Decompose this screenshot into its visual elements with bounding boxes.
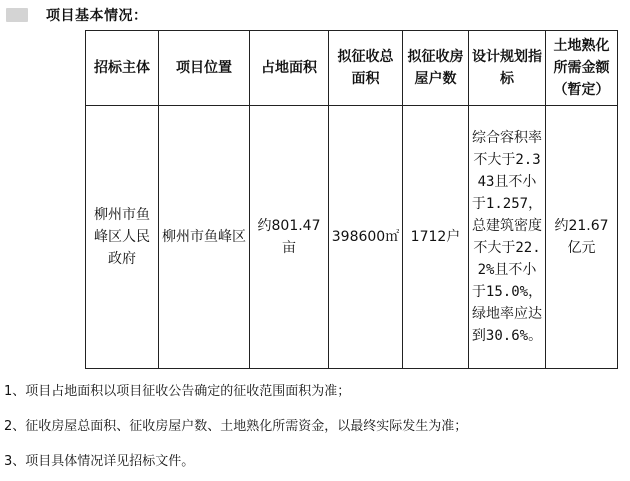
table-row: [86, 106, 618, 369]
cell-acquisition-area: 398600㎡: [329, 106, 403, 369]
header-acquisition-area: 拟征收总面积: [329, 31, 403, 106]
table-header-row: [86, 31, 618, 106]
header-bidder: 招标主体: [86, 31, 159, 106]
cell-location: 柳州市鱼峰区: [159, 106, 250, 369]
cell-land-area: 约801.47亩: [250, 106, 329, 369]
cell-households: 1712户: [403, 106, 469, 369]
note-2: 2、征收房屋总面积、征收房屋户数、土地熟化所需资金，以最终实际发生为准；: [4, 419, 468, 434]
cell-bidder: 柳州市鱼峰区人民政府: [86, 106, 159, 369]
redacted-mark: [6, 8, 28, 22]
section-heading: [6, 3, 148, 27]
section-title: 项目基本情况：: [46, 8, 148, 24]
header-households: 拟征收房屋户数: [403, 31, 469, 106]
note-1: 1、项目占地面积以项目征收公告确定的征收范围面积为准；: [4, 384, 351, 399]
header-planning-indicators: 设计规划指标: [469, 31, 546, 106]
cell-funding-amount: 约21.67亿元: [546, 106, 618, 369]
note-3: 3、项目具体情况详见招标文件。: [4, 454, 195, 469]
project-info-table: [85, 30, 618, 369]
header-location: 项目位置: [159, 31, 250, 106]
header-funding-amount: 土地熟化所需金额（暂定）: [546, 31, 618, 106]
header-land-area: 占地面积: [250, 31, 329, 106]
notes-list: [4, 374, 626, 479]
cell-planning-indicators: 综合容积率不大于2.343且不小于1.257，总建筑密度不大于22.2%且不小于15.0%，绿地率应达到30.6%。: [469, 106, 546, 369]
